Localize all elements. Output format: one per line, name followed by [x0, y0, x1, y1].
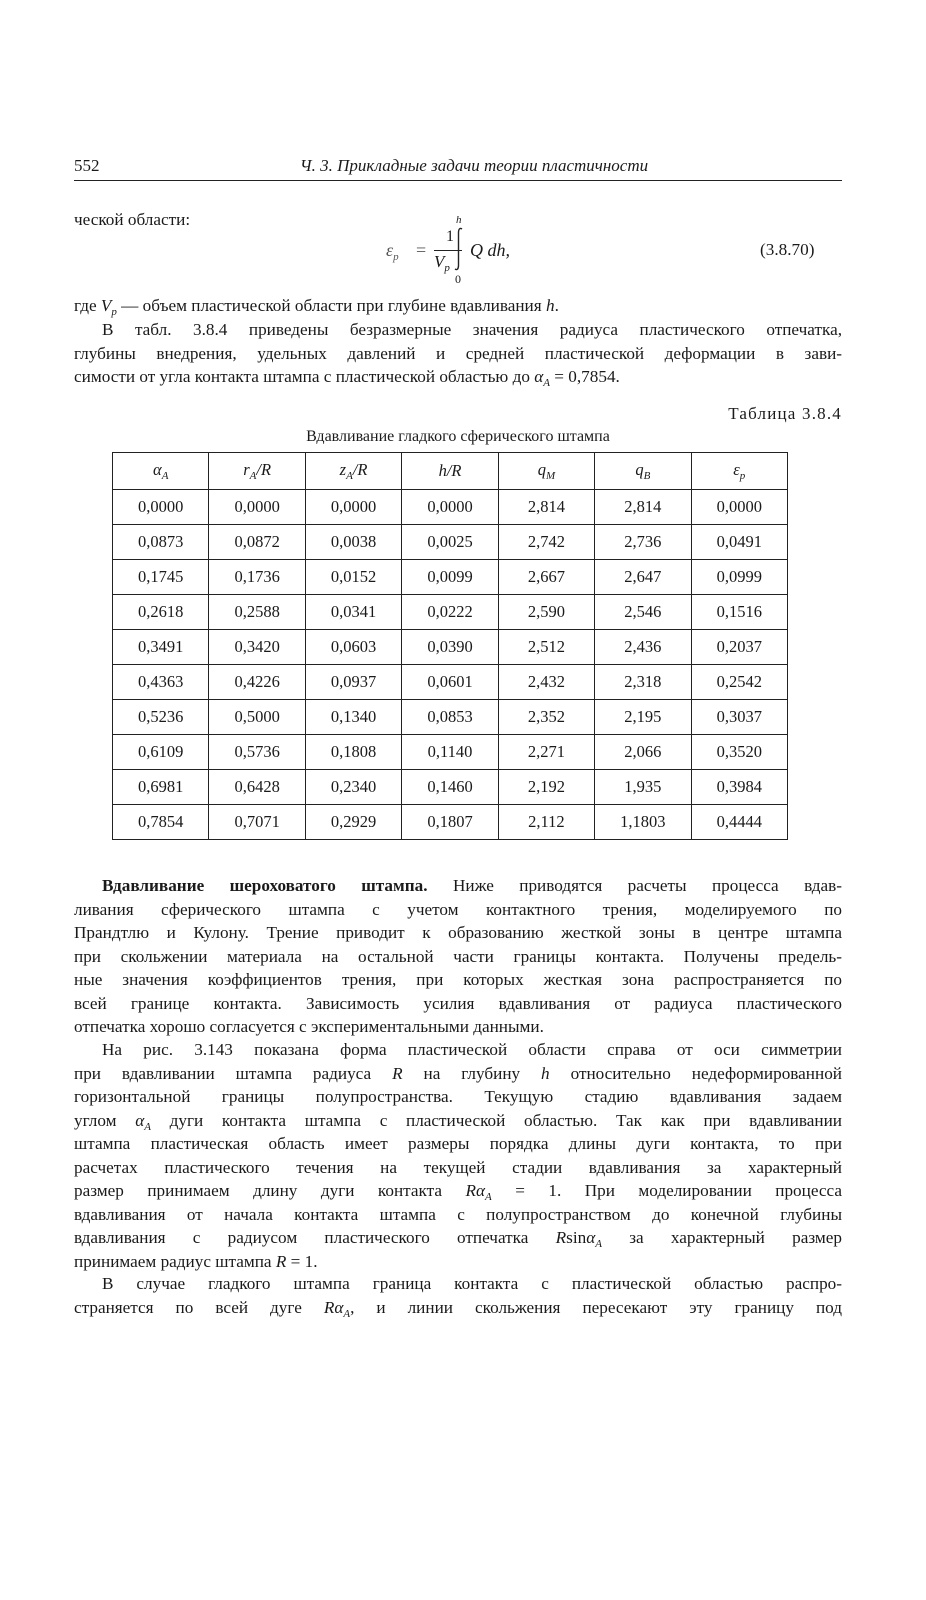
var-r: R: [465, 1181, 476, 1200]
text-span: симости от угла контакта штампа с пластической областью до: [74, 367, 535, 386]
table-cell: 2,647: [595, 560, 691, 595]
table-cell: 0,2588: [209, 595, 305, 630]
column-header: [209, 453, 305, 490]
table-cell: 0,2618: [113, 595, 209, 630]
header-main: q: [537, 460, 546, 479]
table-cell: 0,1460: [402, 770, 498, 805]
eq-frac-den: [434, 252, 450, 274]
table-cell: 0,0000: [209, 490, 305, 525]
table-cell: 0,0000: [691, 490, 787, 525]
table-cell: 0,3984: [691, 770, 787, 805]
table-cell: 0,5000: [209, 700, 305, 735]
table-cell: 0,7854: [113, 805, 209, 840]
header-main: ε: [733, 460, 740, 479]
table-row: [113, 700, 788, 735]
table-cell: 0,3520: [691, 735, 787, 770]
eq-lhs-main: ε: [386, 240, 394, 260]
table-cell: 0,1807: [402, 805, 498, 840]
table-caption: Вдавливание гладкого сферического штампа: [306, 428, 610, 445]
header-sub: A: [346, 470, 353, 482]
header-sub: A: [161, 470, 169, 482]
table-row: [113, 630, 788, 665]
table-cell: 0,3491: [113, 630, 209, 665]
table-cell: 0,6428: [209, 770, 305, 805]
table-cell: 0,1340: [305, 700, 401, 735]
table-row: [113, 595, 788, 630]
table-cell: 2,512: [498, 630, 594, 665]
table-header-row: [113, 453, 788, 490]
text-span: где: [74, 296, 101, 315]
table-cell: 0,2037: [691, 630, 787, 665]
var-alpha-sub: A: [343, 1307, 351, 1319]
paragraph-smooth-die: [74, 1272, 842, 1319]
table-cell: 0,0000: [113, 490, 209, 525]
table-row: [113, 560, 788, 595]
table-cell: 0,0601: [402, 665, 498, 700]
header-sub: B: [643, 470, 651, 482]
table-cell: 2,112: [498, 805, 594, 840]
table-cell: 2,352: [498, 700, 594, 735]
table-cell: 0,0872: [209, 525, 305, 560]
equation-intro: ческой области:: [74, 210, 191, 229]
var-r: R: [275, 1251, 287, 1271]
table-cell: 2,814: [498, 490, 594, 525]
text-line: глубины внедрения, удельных давлений и средней пластической деформации в зави-: [74, 343, 842, 363]
header-main: r: [243, 460, 250, 479]
table-row: [113, 805, 788, 840]
table-cell: 0,2542: [691, 665, 787, 700]
table-cell: 1,1803: [595, 805, 691, 840]
var-alpha: α: [334, 1297, 344, 1317]
section-heading: Вдавливание шероховатого штампа.: [102, 876, 428, 895]
table-cell: 2,736: [595, 525, 691, 560]
header-suffix: /R: [352, 460, 368, 479]
text-span: = 1.: [286, 1251, 318, 1271]
header-main: q: [635, 460, 644, 479]
text-span: Ниже приводятся расчеты процесса вдав-: [427, 876, 842, 895]
var-alpha-sub: A: [485, 1191, 492, 1203]
table-cell: 0,1516: [691, 595, 787, 630]
text-line: ливания сферического штампа с учетом контактного трения, моделируемого по: [74, 899, 842, 919]
table-cell: 0,1808: [305, 735, 401, 770]
header-sub: M: [545, 470, 556, 482]
text-span: = 1. При моделировании процесса: [491, 1181, 842, 1200]
table-cell: 2,814: [595, 490, 691, 525]
text-span: при вдавливании штампа радиуса: [74, 1063, 393, 1083]
header-sub: p: [739, 470, 746, 482]
eq-integrand: Q dh,: [470, 240, 510, 260]
table-cell: 0,0853: [402, 700, 498, 735]
var-h: h: [545, 296, 555, 315]
table-cell: 0,0152: [305, 560, 401, 595]
table-cell: 0,1745: [113, 560, 209, 595]
text-span: .: [554, 296, 559, 315]
table-cell: 0,4226: [209, 665, 305, 700]
var-alpha: α: [475, 1181, 485, 1200]
eq-equals: =: [416, 240, 427, 260]
text-span: — объем пластической области при глубине вдавливания: [116, 296, 546, 315]
data-table: [112, 452, 788, 840]
table-cell: 2,318: [595, 665, 691, 700]
table-label: Таблица 3.8.4: [728, 404, 842, 423]
column-header: [305, 453, 401, 490]
table-cell: 0,2340: [305, 770, 401, 805]
table-cell: 0,0099: [402, 560, 498, 595]
table-cell: 1,935: [595, 770, 691, 805]
text-line: вдавливания от начала контакта штампа с полупространством до конечной глубины: [74, 1204, 842, 1224]
var-r: R: [323, 1297, 335, 1317]
column-header: [113, 453, 209, 490]
table-cell: 0,0937: [305, 665, 401, 700]
table-cell: 0,0038: [305, 525, 401, 560]
paragraph-figure-description: [74, 1038, 842, 1273]
text-span: принимаем радиус штампа: [74, 1251, 276, 1271]
equation-3-8-70: [386, 214, 536, 292]
running-title: Ч. 3. Прикладные задачи теории пластичности: [299, 156, 649, 175]
text-line: ные значения коэффициентов трения, при которых жесткая зона распространяется по: [74, 970, 842, 989]
text-span: страняется по всей дуге: [74, 1297, 324, 1317]
var-alpha: α: [586, 1228, 596, 1247]
table-cell: 0,0390: [402, 630, 498, 665]
table-cell: 2,742: [498, 525, 594, 560]
page-number: 552: [74, 156, 100, 175]
text-span: вдавливания с радиусом пластического отпечатка: [74, 1228, 556, 1247]
table-row: [113, 490, 788, 525]
text-line: при скольжении материала на остальной части границы контакта. Получены предель-: [74, 946, 842, 966]
text-span: за характерный размер: [601, 1228, 842, 1247]
table-cell: 0,0491: [691, 525, 787, 560]
page-header: [74, 156, 842, 181]
var-r: R: [392, 1063, 403, 1083]
table-cell: 0,5736: [209, 735, 305, 770]
table-row: [113, 770, 788, 805]
header-main: z: [339, 460, 347, 479]
table-cell: 2,195: [595, 700, 691, 735]
text-span: относительно недеформированной: [549, 1063, 842, 1083]
text-span: = 0,7854.: [549, 367, 620, 386]
column-header: [498, 453, 594, 490]
table-cell: 2,590: [498, 595, 594, 630]
sin-function: sin: [566, 1228, 587, 1247]
var-alpha: α: [135, 1110, 145, 1130]
table-cell: 0,0000: [305, 490, 401, 525]
header-suffix: /R: [256, 460, 272, 479]
text-span: , и линии скольжения пересекают эту границу под: [350, 1297, 842, 1317]
table-cell: 0,2929: [305, 805, 401, 840]
text-line: В случае гладкого штампа граница контакта с пластической областью распро-: [102, 1274, 842, 1293]
text-line: На рис. 3.143 показана форма пластической области справа от оси симметрии: [102, 1040, 842, 1059]
table-body: [113, 490, 788, 840]
table-cell: 0,0025: [402, 525, 498, 560]
var-alpha-sub: A: [595, 1238, 602, 1250]
text-line: В табл. 3.8.4 приведены безразмерные значения радиуса пластического отпечатка,: [102, 320, 842, 339]
text-line: горизонтальной границы полупространства. Текущую стадию вдавливания задаем: [74, 1087, 842, 1106]
text-span: углом: [74, 1110, 136, 1130]
var-alpha-sub: A: [144, 1120, 151, 1132]
table-cell: 0,3037: [691, 700, 787, 735]
table-cell: 0,0999: [691, 560, 787, 595]
table-cell: 2,436: [595, 630, 691, 665]
table-cell: 0,0000: [402, 490, 498, 525]
table-row: [113, 665, 788, 700]
column-header: [402, 453, 498, 490]
table-cell: 0,0873: [113, 525, 209, 560]
table-cell: 0,0222: [402, 595, 498, 630]
var-v: V: [100, 296, 112, 315]
header-main: h/R: [438, 461, 462, 480]
eq-upper-limit: h: [456, 214, 462, 226]
table-cell: 0,0341: [305, 595, 401, 630]
var-alpha-sub: A: [543, 377, 550, 389]
table-cell: 0,0603: [305, 630, 401, 665]
var-r: R: [555, 1228, 567, 1247]
table-cell: 2,271: [498, 735, 594, 770]
table-row: [113, 525, 788, 560]
header-sub: A: [249, 470, 257, 482]
eq-lhs-sub: p: [393, 251, 399, 263]
var-v-sub: p: [111, 306, 117, 318]
table-cell: 0,7071: [209, 805, 305, 840]
equation-number: (3.8.70): [760, 240, 815, 259]
table-cell: 0,4444: [691, 805, 787, 840]
table-cell: 0,6981: [113, 770, 209, 805]
text-line: расчетах пластического течения на текущей стадии вдавливания за характерный: [74, 1157, 842, 1177]
table-cell: 0,3420: [209, 630, 305, 665]
integral-sign-icon: [452, 226, 466, 272]
text-line: всей границе контакта. Зависимость усилия вдавливания от радиуса пластического: [74, 993, 842, 1013]
text-line: отпечатка хорошо согласуется с экспериментальными данными.: [74, 1017, 544, 1036]
var-h: h: [541, 1063, 550, 1083]
text-line: штампа пластическая область имеет размеры порядка длины дуги контакта, то при: [74, 1134, 842, 1153]
table-cell: 2,546: [595, 595, 691, 630]
eq-frac-den-main: V: [434, 252, 445, 271]
table-row: [113, 735, 788, 770]
table-cell: 0,5236: [113, 700, 209, 735]
table-cell: 0,1140: [402, 735, 498, 770]
var-alpha: α: [534, 367, 544, 386]
text-span: размер принимаем длину дуги контакта: [74, 1181, 466, 1200]
eq-lower-limit: 0: [455, 272, 461, 286]
eq-frac-num: 1: [446, 228, 454, 245]
text-span: на глубину: [402, 1063, 542, 1083]
paragraph-table-reference: [74, 318, 842, 396]
column-header: [691, 453, 787, 490]
table-cell: 2,192: [498, 770, 594, 805]
table-cell: 0,1736: [209, 560, 305, 595]
table-cell: 2,432: [498, 665, 594, 700]
text-line: Прандтлю и Кулону. Трение приводит к образованию жесткой зоны в центре штампа: [74, 923, 842, 942]
paragraph-rough-die: [74, 874, 842, 1039]
text-span: дуги контакта штампа с пластической областью. Так как при вдавливании: [150, 1110, 842, 1130]
header-main: α: [153, 460, 162, 479]
column-header: [595, 453, 691, 490]
table-cell: 2,667: [498, 560, 594, 595]
table-cell: 0,4363: [113, 665, 209, 700]
eq-frac-den-sub: p: [444, 262, 450, 274]
table-cell: 2,066: [595, 735, 691, 770]
table-cell: 0,6109: [113, 735, 209, 770]
eq-lhs: [386, 240, 399, 263]
